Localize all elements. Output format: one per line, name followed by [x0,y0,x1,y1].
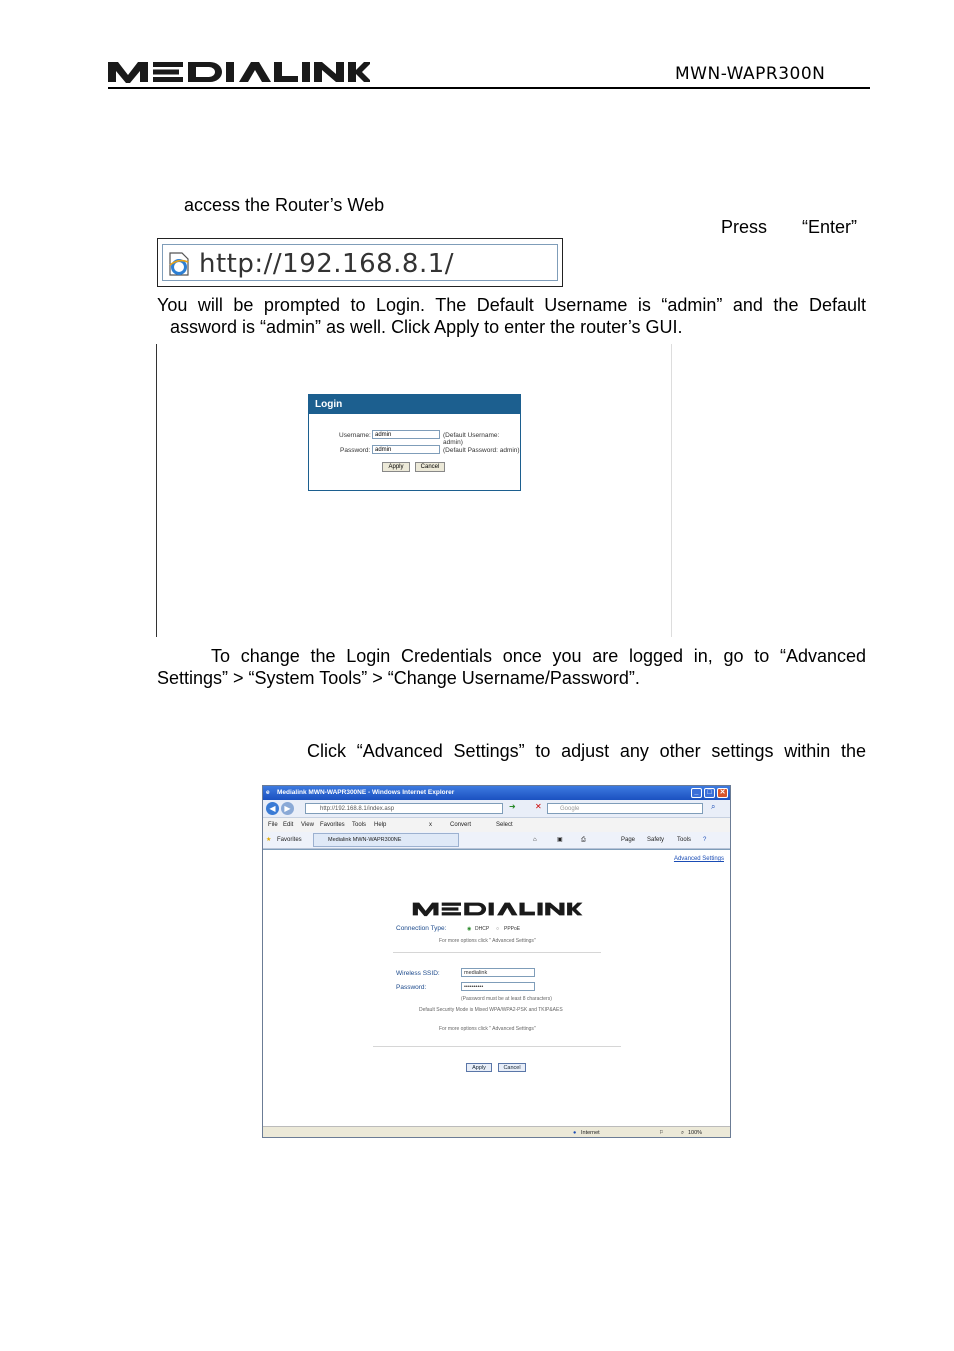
maximize-button[interactable]: □ [704,788,715,798]
browser-tab[interactable]: Medialink MWN-WAPR300NE [313,833,459,847]
more-options-text-2: For more options click " Advanced Settings" [439,1026,536,1032]
url-text: http://192.168.8.1/ [199,249,455,279]
home-icon[interactable]: ⌂ [533,837,537,843]
print-icon[interactable]: ⎙ [581,837,586,843]
stop-icon[interactable]: ✕ [535,802,542,811]
username-label: Username: [339,432,371,439]
close-button[interactable]: ✕ [717,788,728,798]
login-dialog-title: Login [309,395,520,414]
search-input[interactable]: Google [547,803,703,814]
username-input[interactable]: admin [372,430,440,439]
minimize-button[interactable]: _ [691,788,702,798]
advanced-settings-link[interactable]: Advanced Settings [673,856,724,862]
advanced-paragraph: Click “Advanced Settings” to adjust any other settings within the [307,741,866,761]
model-number: MWN-WAPR300N [675,64,826,84]
forward-icon[interactable]: ▶ [281,802,294,815]
ssid-label: Wireless SSID: [396,970,440,977]
convert-button[interactable]: Convert [450,822,472,828]
favorites-button[interactable]: Favorites [277,837,302,843]
login-paragraph-2: assword is “admin” as well. Click Apply to enter the router’s GUI. [170,317,683,337]
dhcp-label: DHCP [475,926,490,932]
favorites-star-icon[interactable]: ★ [266,837,272,843]
menu-bar [263,818,730,833]
password-input[interactable]: admin [372,445,440,454]
protected-mode-icon: ⚐ [659,1130,664,1136]
password-hint: (Default Password: admin) [443,447,520,454]
help-icon[interactable]: ? [703,837,707,843]
wifi-password-label: Password: [396,984,427,991]
menu-file[interactable]: File [268,822,278,828]
window-titlebar [263,786,730,800]
zoom-level[interactable]: 100% [688,1130,703,1136]
pppoe-label: PPPoE [504,926,521,932]
feeds-icon[interactable]: ▣ [557,837,563,843]
url-example [157,238,563,287]
ssid-input[interactable]: medialink [461,968,535,977]
favorites-bar [263,832,730,849]
login-dialog [308,394,521,491]
menu-favorites[interactable]: Favorites [320,822,345,828]
menu-help[interactable]: Help [374,822,387,828]
dhcp-radio[interactable]: ◉ [467,926,472,932]
address-bar[interactable]: http://192.168.8.1/index.asp [305,803,503,814]
change-paragraph-1: To change the Login Credentials once you are logged in, go to “Advanced [211,646,866,666]
menu-edit[interactable]: Edit [283,822,294,828]
section-divider-2 [373,1046,621,1047]
menu-tools[interactable]: Tools [352,822,367,828]
search-icon[interactable]: ⌕ [711,802,716,811]
connection-type-label: Connection Type: [396,925,447,932]
go-icon[interactable]: ➜ [509,802,516,811]
medialink-mini-logo [401,900,593,918]
cancel-button[interactable]: Cancel [415,462,445,472]
close-toolbar-icon[interactable]: x [429,822,432,828]
safety-menu[interactable]: Safety [647,837,665,843]
wifi-password-input[interactable]: •••••••••• [461,982,535,991]
browser-cancel-button[interactable]: Cancel [498,1063,526,1072]
username-hint: (Default Username: admin) [443,432,500,446]
pppoe-radio[interactable]: ○ [496,926,500,932]
change-paragraph-2: Settings” > “System Tools” > “Change Username/Password”. [157,668,640,688]
press-text: Press [721,217,768,237]
zoom-icon[interactable]: ⌕ [681,1130,685,1136]
page-content [263,849,730,1127]
browser-apply-button[interactable]: Apply [466,1063,492,1072]
menu-view[interactable]: View [301,822,314,828]
tools-menu[interactable]: Tools [677,837,692,843]
browser-screenshot [262,785,731,1138]
enter-text: “Enter” [802,217,858,237]
apply-button[interactable]: Apply [382,462,410,472]
login-paragraph-1: You will be prompted to Login. The Default Username is “admin” and the Default [157,295,866,315]
security-note: Default Security Mode is Mixed WPA/WPA2-PSK and TKIP&AES [419,1007,563,1013]
status-zone: Internet [581,1130,600,1136]
ie-page-icon [167,251,191,277]
select-button[interactable]: Select [496,822,513,828]
password-note: (Password must be at least 8 characters) [461,996,552,1002]
ie-icon: e [266,789,270,796]
navigation-bar [263,800,730,818]
globe-icon: ● [573,1130,577,1136]
status-bar [263,1126,730,1138]
section-divider-1 [393,952,601,953]
back-icon[interactable]: ◀ [266,802,279,815]
more-options-text-1: For more options click " Advanced Settings" [439,938,536,944]
page-menu[interactable]: Page [621,837,636,843]
medialink-logo [108,58,370,86]
url-field [162,244,558,281]
header-rule [108,87,870,89]
password-label: Password: [340,447,371,454]
login-screenshot [156,344,672,637]
window-title: Medialink MWN-WAPR300NE - Windows Internet Explorer [277,789,455,796]
instruction-line-1: access the Router’s Web [184,195,385,215]
